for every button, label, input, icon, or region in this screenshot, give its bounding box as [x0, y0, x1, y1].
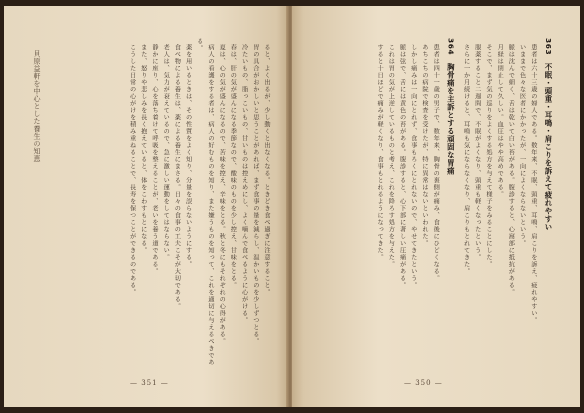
paragraph: また、怒りや悲しみを長く抱えていると、体をこわすもとになる。	[139, 44, 147, 255]
paragraph: 患者は六十三歳の婦人である。数年来、不眠、頭重、耳鳴、肩こりを訴え、疲れやすい。	[529, 44, 537, 325]
page-number-left: — 351 —	[130, 379, 169, 387]
running-head: 貝原益軒を中心とした養生の知恵	[33, 50, 41, 163]
paragraph: 薬を用いるときは、その性質をよく知り、分量を誤らないようにする。	[184, 44, 192, 269]
paragraph: しかし痛みは一向にとれず、食事もろくにとれないので、やせてきたという。	[409, 44, 417, 290]
section-number: 363	[544, 38, 553, 56]
right-page	[292, 6, 580, 407]
paragraph: 春は、肝の気が盛んになる季節なので、酸味のものを少し控え、甘味をとる。	[229, 44, 237, 290]
paragraph: 冷たいもの、脂っこいもの、甘いものは控えめにし、よく噛んで食べるように心がける。	[240, 44, 248, 325]
left-page	[4, 6, 288, 407]
right-text-block	[306, 38, 558, 368]
paragraph: 月経は閉止して久しい。血圧はやや高めである。	[496, 44, 504, 199]
paragraph: 患者は四十一歳の男子で、数年来、胸骨の裏側が痛み、食後にひどくなる。	[432, 44, 440, 283]
paragraph: そこで、まず気の巡りをよくする処方を与えて様子をみることにした。	[484, 44, 492, 269]
paragraph: 脈は沈んで細く、舌は乾いて白い苔がある。腹診すると、心窩部に抵抗がある。	[507, 44, 515, 297]
paragraph: いままで色々な医者にかかったが、一向によくならないという。	[518, 44, 526, 248]
paragraph: 脈は弦で、舌には黄色の苔がある。腹診すると、心下部に著しい圧痛がある。	[398, 44, 406, 290]
paragraph: あちこちの病院で検査を受けたが、特に異常はないといわれた。	[420, 44, 428, 248]
page-number-right: — 350 —	[404, 379, 443, 387]
paragraph: 胃の具合がおかしいと思うことがあれば、まず食事の量を減らし、温かいものを少しずつとる。	[251, 44, 259, 346]
paragraph: 夏は、心の気が盛んになるので、苦味を控え、辛味をとる。秋と冬にもそれぞれの心得がある。	[218, 44, 226, 346]
paragraph: すると十日ほどで痛みが軽くなり、食事もとれるようになってきた。	[376, 44, 384, 262]
paragraph: 老人は、気力が衰えているので、急に激しい運動をしてはならない。	[162, 44, 170, 262]
section-heading-364	[445, 38, 456, 368]
paragraph: 病人の看護をする者は、病人の好むものを知り、また嫌うものを知って、これを適切に与えるべきである。	[195, 38, 214, 367]
section-title: 不眠・頭重・耳鳴・肩こりを訴えて疲れやすい	[544, 63, 553, 232]
paragraph: ると、よく出るが、少し動くと出なくなる。ときどき食べ過ぎに注意すること。	[263, 44, 270, 297]
paragraph: 静かに座り、心を落ち着けて呼吸を整えることが、老いを養う道である。	[150, 44, 158, 276]
paragraph: これは胃の気が上逆しているものと考え、これを降ろす処方を与えた。	[387, 44, 395, 269]
section-heading-363	[543, 38, 554, 368]
paragraph: さらに一か月続けると、耳鳴も気にならなくなり、肩こりもとれてきた。	[462, 44, 470, 276]
paragraph: こうした日常の心がけを積み重ねることで、長寿を保つことができるのである。	[128, 44, 136, 297]
section-title: 胸骨痛を主訴とする頑固な胃痛	[446, 63, 456, 176]
paragraph: 服薬すること二週間で、不眠がよくなり、頭重も軽くなったという。	[473, 44, 481, 262]
section-number: 364	[446, 38, 456, 56]
paragraph: 食べ物による養生は、薬による養生にまさる。日々の食事の工夫こそが大切である。	[173, 44, 181, 311]
left-text-block	[48, 38, 272, 368]
